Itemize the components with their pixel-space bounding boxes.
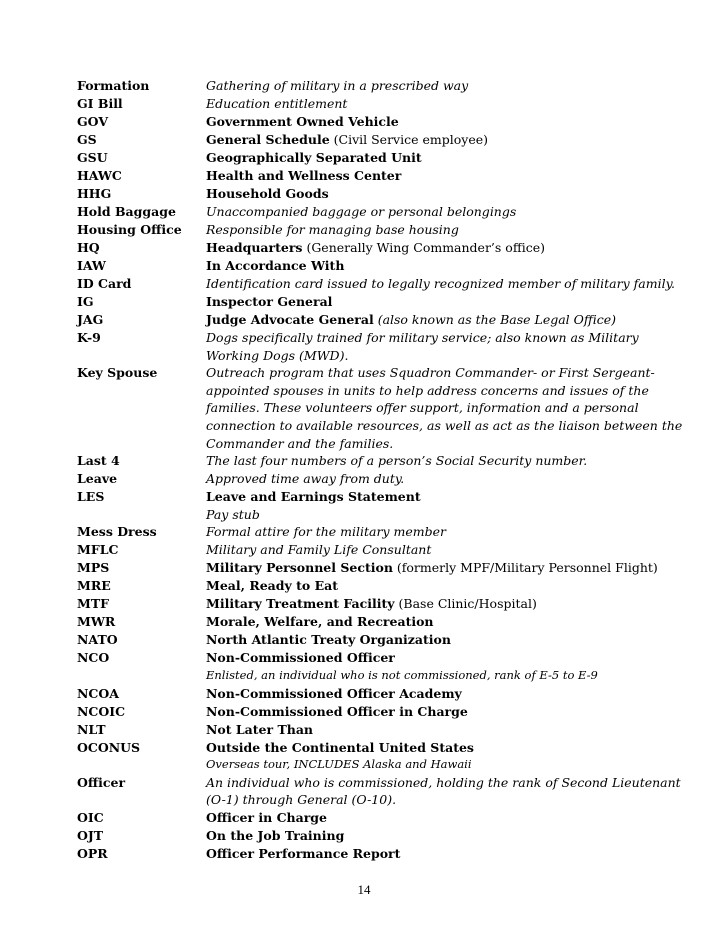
glossary-definition bbox=[206, 257, 657, 275]
definition-text: Responsible for managing base housing bbox=[206, 222, 459, 237]
definition-line bbox=[206, 774, 681, 792]
definition-text: Health and Wellness Center bbox=[206, 168, 402, 183]
glossary-definition bbox=[206, 185, 657, 203]
glossary-term: ID Card bbox=[77, 276, 132, 291]
glossary-entry bbox=[77, 631, 657, 649]
definition-text: Non-Commissioned Officer Academy bbox=[206, 685, 462, 701]
glossary-definition bbox=[206, 739, 657, 774]
definition-text: Approved time away from duty. bbox=[206, 471, 405, 487]
glossary-definition bbox=[206, 845, 657, 863]
glossary-entry bbox=[77, 131, 657, 149]
glossary-entry bbox=[77, 541, 657, 559]
glossary-term: MPS bbox=[77, 560, 110, 576]
glossary-entry bbox=[77, 774, 681, 809]
glossary-entry bbox=[77, 649, 657, 684]
definition-text: Dogs specifically trained for military service; also known as Military bbox=[206, 330, 639, 345]
glossary-term: Mess Dress bbox=[77, 524, 157, 540]
definition-line bbox=[206, 631, 657, 649]
definition-line bbox=[206, 488, 657, 506]
definition-text: Headquarters bbox=[206, 240, 303, 255]
definition-text: Commander and the families. bbox=[206, 435, 394, 451]
glossary-definition bbox=[206, 364, 683, 452]
glossary-definition bbox=[206, 559, 657, 577]
glossary-definition bbox=[206, 77, 657, 95]
glossary-entry bbox=[77, 470, 657, 488]
glossary-definition bbox=[206, 167, 657, 185]
glossary-entry bbox=[77, 845, 657, 863]
glossary-definition bbox=[206, 774, 681, 809]
glossary-term: HAWC bbox=[77, 168, 122, 183]
definition-text: Officer Performance Report bbox=[206, 845, 401, 861]
glossary-term: Formation bbox=[77, 78, 150, 93]
definition-line bbox=[206, 382, 657, 400]
glossary-entry bbox=[77, 329, 657, 364]
definition-text: The last four numbers of a person’s Social Security number. bbox=[206, 453, 588, 469]
glossary-entry bbox=[77, 113, 657, 131]
glossary-entry bbox=[77, 203, 657, 221]
glossary-entry bbox=[77, 827, 657, 845]
glossary-term: Leave bbox=[77, 471, 118, 487]
definition-line bbox=[206, 347, 657, 365]
glossary-term: MWR bbox=[77, 614, 116, 630]
definition-line bbox=[206, 167, 657, 185]
glossary-list bbox=[77, 77, 683, 863]
definition-line bbox=[206, 275, 675, 293]
glossary-term: K-9 bbox=[77, 330, 101, 345]
glossary-definition bbox=[206, 809, 657, 827]
definition-line bbox=[206, 311, 657, 329]
definition-line bbox=[206, 827, 657, 845]
definition-line bbox=[206, 149, 657, 167]
glossary-entry bbox=[77, 523, 657, 541]
definition-text: (Civil Service employee) bbox=[329, 132, 488, 147]
glossary-term: OPR bbox=[77, 845, 108, 861]
glossary-term: GS bbox=[77, 132, 97, 147]
definition-line bbox=[206, 293, 657, 311]
glossary-entry bbox=[77, 167, 657, 185]
glossary-definition bbox=[206, 149, 657, 167]
definition-line bbox=[206, 739, 657, 757]
glossary-definition bbox=[206, 595, 657, 613]
definition-text: families. These volunteers offer support, information and a personal bbox=[206, 400, 639, 416]
glossary-term: OJT bbox=[77, 827, 104, 843]
definition-text: Inspector General bbox=[206, 294, 333, 309]
glossary-term: Key Spouse bbox=[77, 365, 158, 381]
definition-line bbox=[206, 506, 657, 524]
definition-text: Officer in Charge bbox=[206, 809, 328, 825]
glossary-term: Officer bbox=[77, 774, 126, 790]
definition-text: Outreach program that uses Squadron Commander- or First Sergeant- bbox=[206, 365, 655, 381]
definition-text: Non-Commissioned Officer bbox=[206, 650, 395, 666]
definition-text: Government Owned Vehicle bbox=[206, 114, 399, 129]
glossary-entry bbox=[77, 721, 657, 739]
glossary-entry bbox=[77, 149, 657, 167]
definition-text: Gathering of military in a prescribed way bbox=[206, 78, 469, 93]
definition-line bbox=[206, 667, 657, 685]
glossary-entry bbox=[77, 488, 657, 523]
glossary-term: NCOIC bbox=[77, 703, 126, 719]
glossary-term: OCONUS bbox=[77, 739, 141, 755]
definition-line bbox=[206, 649, 657, 667]
glossary-definition bbox=[206, 131, 657, 149]
definition-text: Military and Family Life Consultant bbox=[206, 542, 432, 558]
glossary-entry bbox=[77, 239, 657, 257]
definition-text: Morale, Welfare, and Recreation bbox=[206, 614, 434, 630]
glossary-definition bbox=[206, 541, 657, 559]
glossary-term: GOV bbox=[77, 114, 109, 129]
definition-text: connection to available resources, as well as act as the liaison between the bbox=[206, 417, 683, 433]
definition-line bbox=[206, 221, 657, 239]
definition-line bbox=[206, 435, 657, 453]
glossary-term: NLT bbox=[77, 721, 106, 737]
glossary-definition bbox=[206, 452, 657, 470]
definition-text: Unaccompanied baggage or personal belongings bbox=[206, 204, 517, 219]
glossary-definition bbox=[206, 221, 657, 239]
glossary-definition bbox=[206, 203, 657, 221]
glossary-term: IG bbox=[77, 294, 94, 309]
glossary-term: HHG bbox=[77, 186, 112, 201]
definition-line bbox=[206, 577, 657, 595]
glossary-definition bbox=[206, 239, 657, 257]
definition-text: appointed spouses in units to help address concerns and issues of the bbox=[206, 382, 649, 398]
glossary-definition bbox=[206, 95, 657, 113]
definition-line bbox=[206, 399, 657, 417]
definition-text: An individual who is commissioned, holding the rank of Second Lieutenant bbox=[206, 774, 681, 790]
definition-text: (Base Clinic/Hospital) bbox=[394, 596, 537, 612]
definition-line bbox=[206, 257, 657, 275]
glossary-term: GSU bbox=[77, 150, 108, 165]
definition-line bbox=[206, 791, 657, 809]
definition-line bbox=[206, 809, 657, 827]
glossary-entry bbox=[77, 364, 683, 452]
glossary-definition bbox=[206, 113, 657, 131]
glossary-definition bbox=[206, 329, 657, 364]
glossary-term: NATO bbox=[77, 632, 118, 648]
definition-text: Education entitlement bbox=[206, 96, 348, 111]
glossary-entry bbox=[77, 739, 657, 774]
definition-line bbox=[206, 131, 657, 149]
definition-line bbox=[206, 185, 657, 203]
glossary-entry bbox=[77, 257, 657, 275]
definition-text: Meal, Ready to Eat bbox=[206, 578, 339, 594]
definition-line bbox=[206, 559, 657, 577]
definition-line bbox=[206, 721, 657, 739]
definition-line bbox=[206, 239, 657, 257]
definition-text: Not Later Than bbox=[206, 721, 314, 737]
glossary-entry bbox=[77, 809, 657, 827]
definition-text: (also known as the Base Legal Office) bbox=[373, 312, 617, 327]
definition-line bbox=[206, 613, 657, 631]
definition-line bbox=[206, 417, 683, 435]
definition-line bbox=[206, 756, 657, 774]
glossary-term: Last 4 bbox=[77, 453, 120, 469]
glossary-definition bbox=[206, 685, 657, 703]
glossary-entry bbox=[77, 275, 675, 293]
glossary-term: NCOA bbox=[77, 685, 119, 701]
glossary-term: MTF bbox=[77, 596, 110, 612]
definition-line bbox=[206, 845, 657, 863]
glossary-definition bbox=[206, 613, 657, 631]
definition-line bbox=[206, 329, 657, 347]
glossary-entry bbox=[77, 293, 657, 311]
glossary-entry bbox=[77, 577, 657, 595]
definition-line bbox=[206, 703, 657, 721]
definition-line bbox=[206, 203, 657, 221]
definition-text: Judge Advocate General bbox=[206, 312, 374, 327]
glossary-term: MFLC bbox=[77, 542, 119, 558]
glossary-entry bbox=[77, 95, 657, 113]
definition-text: Household Goods bbox=[206, 186, 329, 201]
glossary-definition bbox=[206, 721, 657, 739]
glossary-definition bbox=[206, 275, 675, 293]
definition-text: Leave and Earnings Statement bbox=[206, 489, 421, 505]
glossary-entry bbox=[77, 703, 657, 721]
glossary-definition bbox=[206, 631, 657, 649]
definition-text: (Generally Wing Commander’s office) bbox=[302, 240, 545, 255]
definition-line bbox=[206, 541, 657, 559]
definition-line bbox=[206, 523, 657, 541]
definition-text: (O-1) through General (O-10). bbox=[206, 792, 397, 808]
definition-text: Formal attire for the military member bbox=[206, 524, 446, 540]
definition-text: Outside the Continental United States bbox=[206, 739, 474, 755]
glossary-entry bbox=[77, 613, 657, 631]
glossary-definition bbox=[206, 523, 657, 541]
definition-line bbox=[206, 113, 657, 131]
glossary-entry bbox=[77, 185, 657, 203]
glossary-definition bbox=[206, 470, 657, 488]
glossary-term: HQ bbox=[77, 240, 100, 255]
definition-text: Military Personnel Section bbox=[206, 560, 393, 576]
glossary-definition bbox=[206, 293, 657, 311]
glossary-definition bbox=[206, 577, 657, 595]
definition-line bbox=[206, 470, 657, 488]
definition-text: North Atlantic Treaty Organization bbox=[206, 632, 451, 648]
glossary-definition bbox=[206, 311, 657, 329]
glossary-entry bbox=[77, 452, 657, 470]
glossary-entry bbox=[77, 559, 657, 577]
glossary-term: GI Bill bbox=[77, 96, 123, 111]
definition-text: Identification card issued to legally recognized member of military family. bbox=[206, 276, 675, 291]
glossary-term: JAG bbox=[77, 312, 104, 327]
glossary-definition bbox=[206, 703, 657, 721]
glossary-entry bbox=[77, 221, 657, 239]
definition-line bbox=[206, 452, 657, 470]
definition-text: Geographically Separated Unit bbox=[206, 150, 422, 165]
definition-line bbox=[206, 595, 657, 613]
definition-text: Military Treatment Facility bbox=[206, 596, 395, 612]
definition-line bbox=[206, 77, 657, 95]
definition-text: Overseas tour, INCLUDES Alaska and Hawaii bbox=[206, 757, 472, 772]
definition-text: (formerly MPF/Military Personnel Flight) bbox=[392, 560, 658, 576]
definition-text: Working Dogs (MWD). bbox=[206, 347, 349, 363]
glossary-term: OIC bbox=[77, 809, 104, 825]
glossary-term: Hold Baggage bbox=[77, 204, 176, 219]
definition-text: On the Job Training bbox=[206, 827, 345, 843]
glossary-term: Housing Office bbox=[77, 222, 182, 237]
glossary-entry bbox=[77, 595, 657, 613]
glossary-term: NCO bbox=[77, 650, 110, 666]
page-number: 14 bbox=[357, 882, 371, 897]
glossary-term: IAW bbox=[77, 258, 106, 273]
definition-text: Pay stub bbox=[206, 506, 260, 522]
definition-text: In Accordance With bbox=[206, 258, 345, 273]
glossary-definition bbox=[206, 827, 657, 845]
glossary-term: MRE bbox=[77, 578, 111, 594]
glossary-entry bbox=[77, 311, 657, 329]
glossary-entry bbox=[77, 685, 657, 703]
definition-text: General Schedule bbox=[206, 132, 330, 147]
glossary-definition bbox=[206, 488, 657, 523]
glossary-definition bbox=[206, 649, 657, 684]
glossary-entry bbox=[77, 77, 657, 95]
definition-line bbox=[206, 685, 657, 703]
definition-line bbox=[206, 95, 657, 113]
definition-line bbox=[206, 364, 657, 382]
definition-text: Non-Commissioned Officer in Charge bbox=[206, 703, 468, 719]
glossary-term: LES bbox=[77, 489, 105, 505]
definition-text: Enlisted, an individual who is not commissioned, rank of E-5 to E-9 bbox=[206, 667, 598, 682]
